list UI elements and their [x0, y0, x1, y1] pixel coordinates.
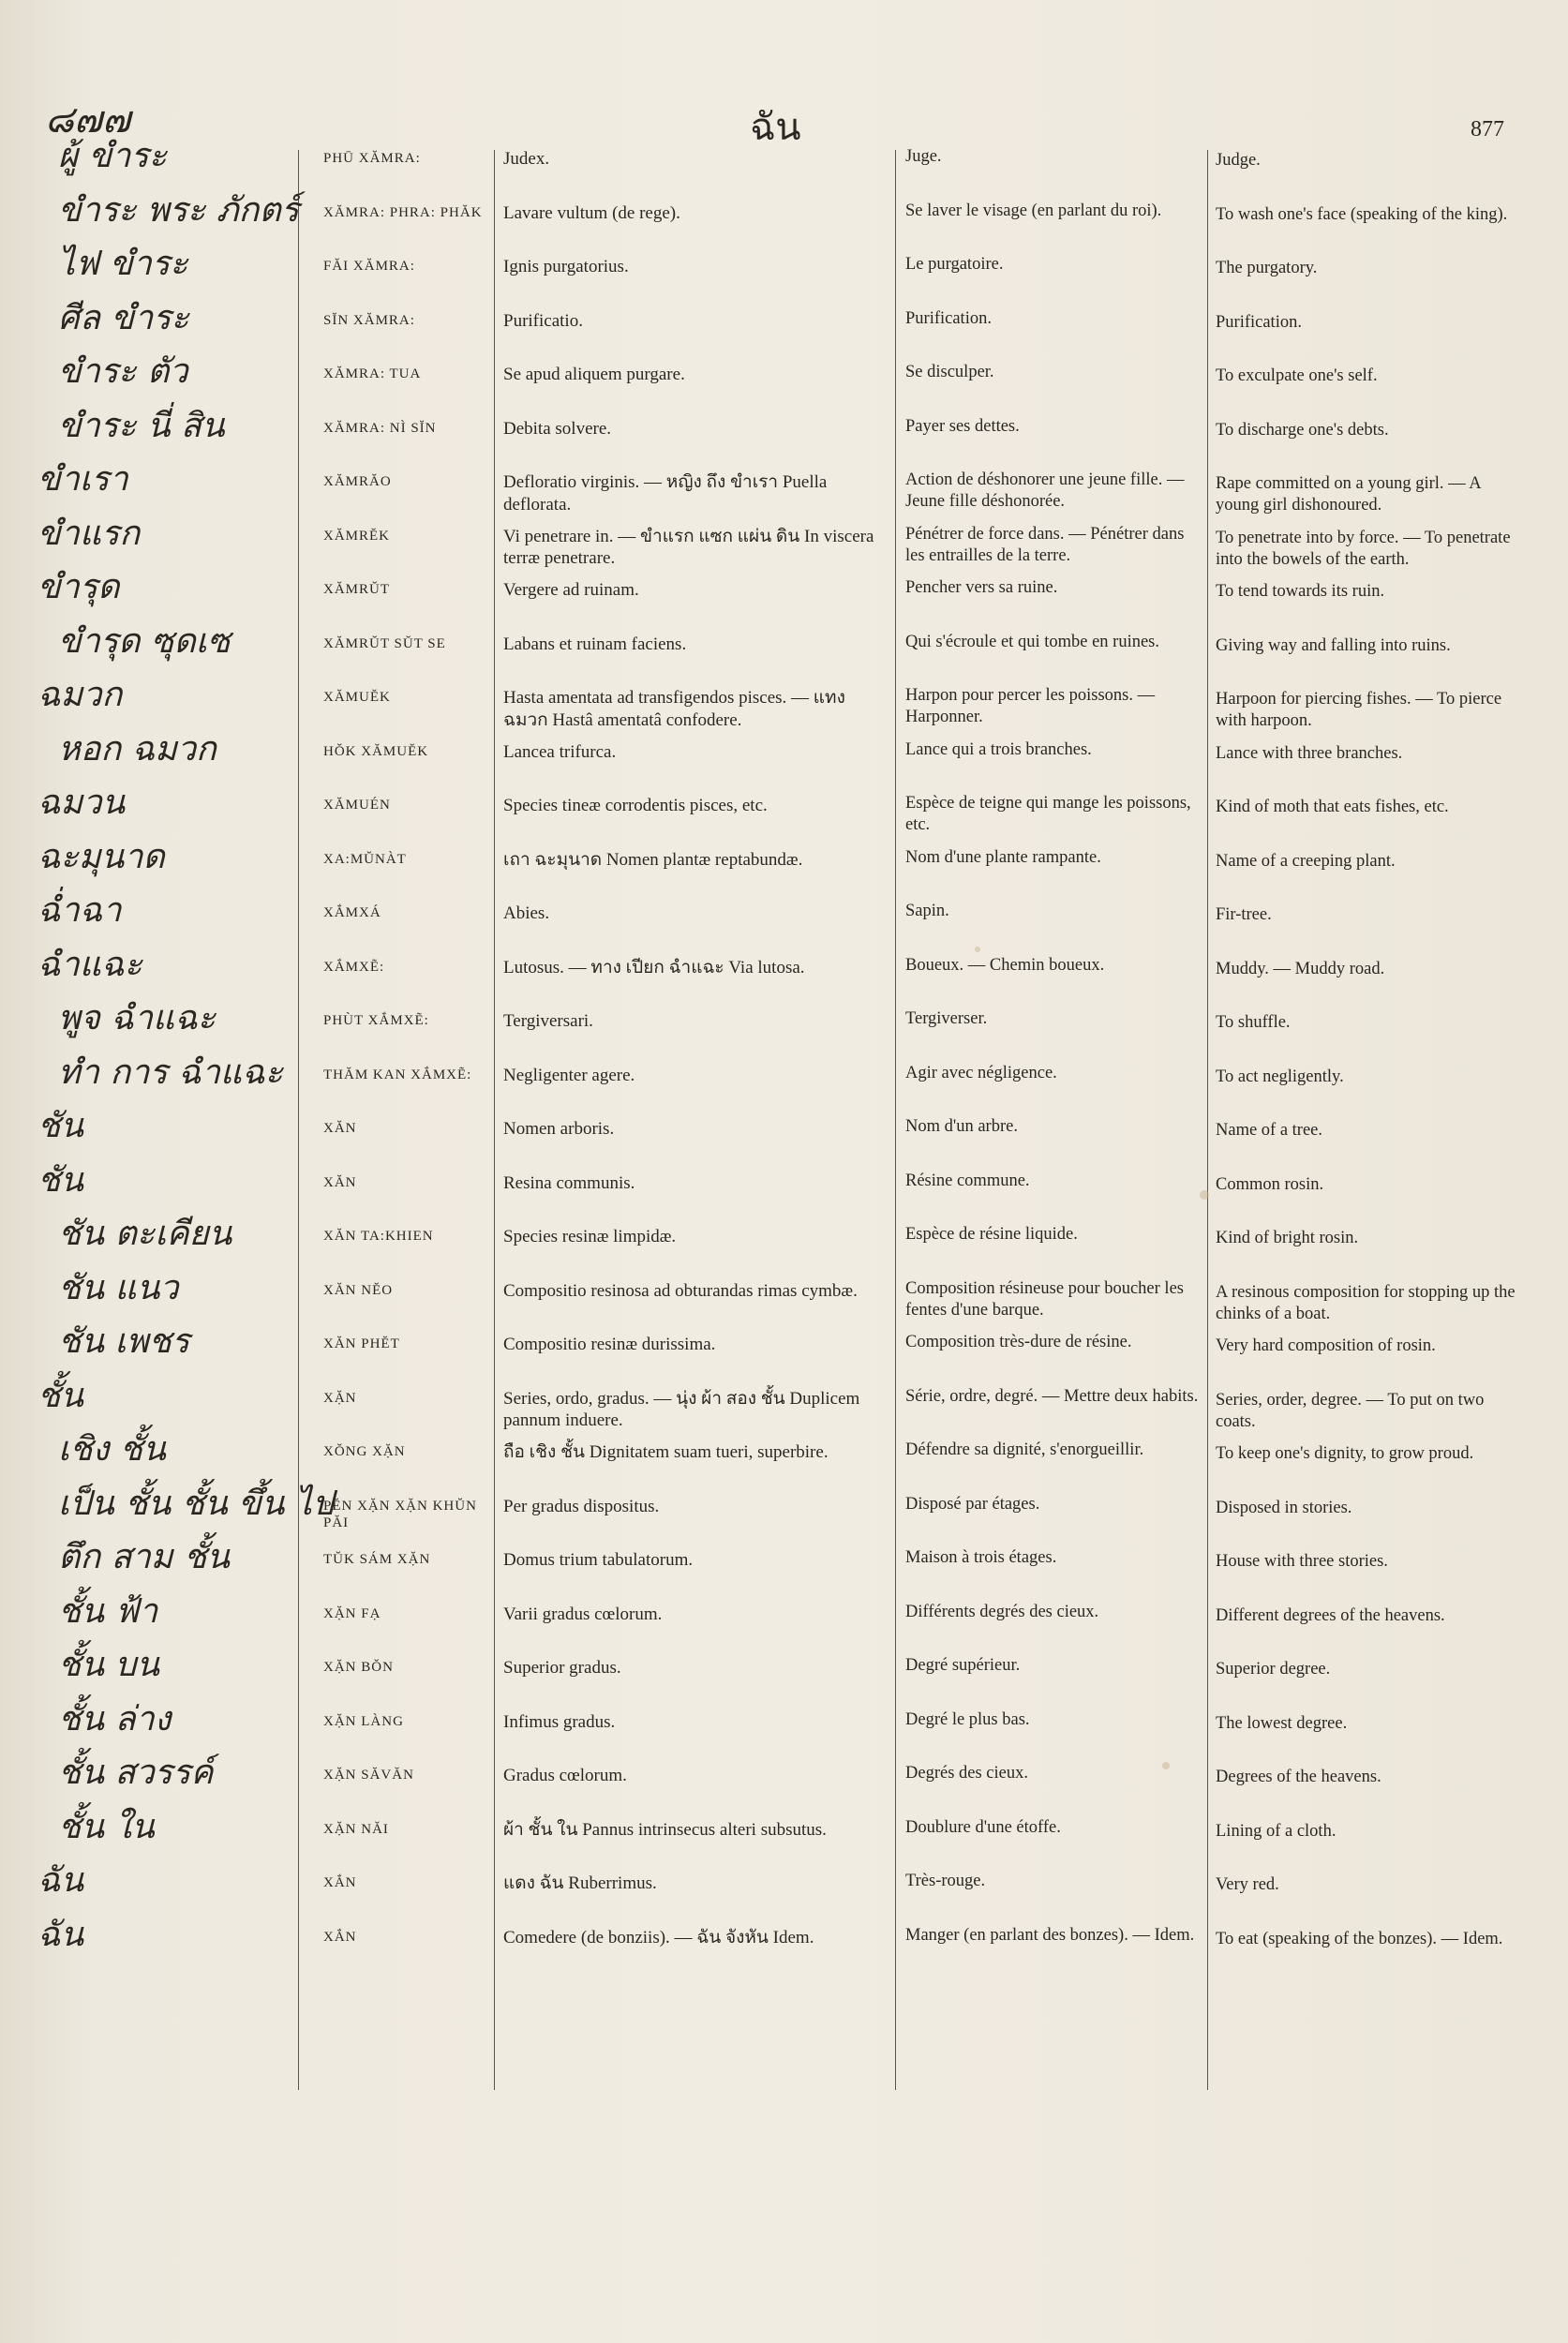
english-definition: Very hard composition of rosin. — [1216, 1336, 1436, 1355]
entry-row — [0, 621, 1568, 679]
english-definition: Muddy. — Muddy road. — [1216, 959, 1385, 978]
entry-row — [0, 1484, 1568, 1542]
latin-definition: Vergere ad ruinam. — [503, 580, 639, 600]
entry-row — [0, 460, 1568, 517]
thai-headword: หอก ฉมวก — [58, 729, 217, 769]
romanization: XĂMRA: TUA — [323, 366, 422, 381]
thai-headword: ชั้น บน — [58, 1646, 159, 1684]
french-definition: Défendre sa dignité, s'enorgueillir. — [905, 1440, 1144, 1459]
thai-headword: ขำแรก — [37, 514, 141, 553]
latin-definition: Purificatio. — [503, 310, 583, 331]
english-definition: To tend towards its ruin. — [1216, 582, 1385, 601]
thai-headword: ขำระ ตัว — [58, 352, 188, 391]
french-definition: Purification. — [905, 308, 992, 328]
thai-headword: ฉ่ำฉา — [37, 891, 122, 930]
french-definition: Le purgatoire. — [905, 255, 1004, 274]
latin-definition: Species resinæ limpidæ. — [503, 1227, 677, 1246]
romanization: HŎK XĂMUĔK — [323, 743, 429, 759]
french-definition: Série, ordre, degré. — Mettre deux habits. — [905, 1386, 1199, 1406]
thai-headword: ศีล ขำระ — [58, 298, 189, 337]
thai-headword: ชั้น — [37, 1376, 84, 1415]
romanization: XA:MŬNÀT — [323, 851, 407, 867]
latin-definition: Species tineæ corrodentis pisces, etc. — [503, 796, 768, 815]
latin-definition: Superior gradus. — [503, 1658, 621, 1678]
entry-row — [0, 514, 1568, 572]
french-definition: Très-rouge. — [905, 1872, 986, 1890]
latin-definition: Domus trium tabulatorum. — [503, 1550, 694, 1570]
entry-row — [0, 1107, 1568, 1164]
thai-headword: เป็น ชั้น ชั้น ขึ้น ไป — [58, 1484, 334, 1523]
french-definition: Qui s'écroule et qui tombe en ruines. — [905, 632, 1159, 651]
entry-row — [0, 945, 1568, 1003]
french-definition: Degré supérieur. — [905, 1656, 1021, 1675]
english-definition: Very red. — [1216, 1875, 1279, 1894]
english-definition: To wash one's face (speaking of the king). — [1216, 204, 1508, 224]
romanization: XĂMRŬT — [323, 582, 391, 597]
thai-headword: ชัน เพชร — [58, 1322, 190, 1361]
latin-definition: Compositio resinosa ad obturandas rimas cymbæ. — [503, 1280, 858, 1301]
romanization: XĂN — [323, 1174, 357, 1190]
entry-row — [0, 1160, 1568, 1218]
entry-row — [0, 298, 1568, 356]
romanization: TŬK SÁM XẶN — [323, 1552, 431, 1567]
romanization: FĂI XĂMRA: — [323, 259, 415, 274]
romanization: XĂN NĔO — [323, 1282, 394, 1298]
romanization: XĂN TA:KHIEN — [323, 1229, 434, 1244]
entry-row — [0, 1376, 1568, 1434]
romanization: XẶN FẠ — [323, 1605, 381, 1621]
english-definition: Fir-tree. — [1216, 905, 1272, 924]
thai-headword: เชิง ชั้น — [58, 1430, 166, 1469]
english-definition: Name of a creeping plant. — [1216, 851, 1396, 871]
latin-definition: Nomen arboris. — [503, 1119, 615, 1139]
english-definition: Harpoon for piercing fishes. — To pierce with harpoon. — [1216, 690, 1502, 731]
french-definition: Différents degrés des cieux. — [905, 1602, 1099, 1621]
french-definition: Harpon pour percer les poissons. — Harponner. — [905, 686, 1156, 727]
english-definition: Common rosin. — [1216, 1174, 1324, 1194]
french-definition: Résine commune. — [905, 1171, 1030, 1190]
french-definition: Nom d'une plante rampante. — [905, 847, 1101, 867]
thai-headword: ขำรุด — [37, 568, 120, 606]
entry-row — [0, 1268, 1568, 1326]
latin-definition: Ignis purgatorius. — [503, 257, 629, 276]
entry-row — [0, 1807, 1568, 1865]
entry-row — [0, 1699, 1568, 1757]
latin-definition: Defloratio virginis. — หญิง ถึง ขำเรา Puella deflorata. — [503, 472, 828, 515]
page-number: 877 — [1471, 117, 1504, 142]
french-definition: Agir avec négligence. — [905, 1063, 1057, 1082]
french-definition: Nom d'un arbre. — [905, 1117, 1018, 1136]
english-definition: To keep one's dignity, to grow proud. — [1216, 1444, 1474, 1463]
thai-headword: ชัน ตะเคียน — [58, 1215, 232, 1253]
romanization: XẶN — [323, 1390, 357, 1406]
entry-row — [0, 729, 1568, 787]
romanization: XŎNG XẶN — [323, 1444, 406, 1459]
english-definition: To shuffle. — [1216, 1013, 1291, 1032]
english-definition: To act negligently. — [1216, 1067, 1344, 1086]
entry-row — [0, 245, 1568, 302]
english-definition: Rape committed on a young girl. — A young girl dishonoured. — [1216, 474, 1481, 515]
french-definition: Maison à trois étages. — [905, 1548, 1057, 1567]
english-definition: A resinous composition for stopping up the chinks of a boat. — [1216, 1282, 1516, 1323]
entry-row — [0, 352, 1568, 410]
entry-row — [0, 1215, 1568, 1272]
entry-row — [0, 406, 1568, 464]
latin-definition: Compositio resinæ durissima. — [503, 1335, 716, 1354]
thai-headword: ขำเรา — [37, 460, 128, 499]
english-definition: Superior degree. — [1216, 1660, 1331, 1679]
english-definition: Disposed in stories. — [1216, 1498, 1352, 1517]
romanization: XẮMXÁ — [323, 905, 381, 920]
english-definition: To penetrate into by force. — To penetrate into the bowels of the earth. — [1216, 528, 1511, 569]
romanization: SĬN XĂMRA: — [323, 312, 415, 328]
latin-definition: Gradus cœlorum. — [503, 1766, 627, 1785]
english-definition: Lining of a cloth. — [1216, 1821, 1337, 1841]
french-definition: Se laver le visage (en parlant du roi). — [905, 201, 1162, 220]
latin-definition: Vi penetrare in. — ขำแรก แซก แผ่น ดิน In viscera terræ penetrare. — [503, 526, 874, 569]
thai-headword: ชัน — [37, 1107, 84, 1145]
paper-stain — [975, 947, 980, 952]
romanization: XẮN — [323, 1929, 357, 1945]
french-definition: Degrés des cieux. — [905, 1764, 1028, 1783]
english-definition: To eat (speaking of the bonzes). — Idem. — [1216, 1929, 1503, 1948]
entry-row — [0, 1754, 1568, 1811]
romanization: XĂMRA: NÌ SĬN — [323, 420, 437, 436]
entry-row — [0, 137, 1568, 194]
latin-definition: ผ้า ชั้น ใน Pannus intrinsecus alteri subsutus. — [503, 1819, 827, 1840]
latin-definition: Per gradus dispositus. — [503, 1496, 660, 1516]
french-definition: Juge. — [905, 147, 942, 166]
english-definition: The purgatory. — [1216, 259, 1318, 277]
entry-row — [0, 1646, 1568, 1703]
entry-row — [0, 568, 1568, 625]
romanization: XĂMUÉN — [323, 798, 391, 813]
latin-definition: Comedere (de bonziis). — ฉัน จังหัน Idem. — [503, 1927, 814, 1948]
romanization: XẶN BŎN — [323, 1660, 394, 1675]
latin-definition: แดง ฉัน Ruberrimus. — [503, 1873, 657, 1893]
romanization: XĂMUĔK — [323, 690, 391, 705]
english-definition: The lowest degree. — [1216, 1713, 1348, 1733]
english-definition: Name of a tree. — [1216, 1121, 1323, 1140]
thai-headword: ตึก สาม ชั้น — [58, 1538, 231, 1576]
french-definition: Composition très-dure de résine. — [905, 1333, 1132, 1351]
entry-row — [0, 783, 1568, 841]
french-definition: Pénétrer de force dans. — Pénétrer dans les entrailles de la terre. — [905, 524, 1185, 565]
entry-row — [0, 1915, 1568, 1973]
romanization: XĂMRĂO — [323, 474, 392, 489]
french-definition: Action de déshonorer une jeune fille. — Jeune fille déshonorée. — [905, 470, 1185, 512]
thai-folio-number: ๘๗๗ — [45, 98, 131, 142]
thai-headword: ชัน — [37, 1160, 84, 1200]
latin-definition: Abies. — [503, 903, 550, 923]
latin-definition: Tergiversari. — [503, 1011, 593, 1031]
french-definition: Doublure d'une étoffe. — [905, 1817, 1061, 1837]
entry-row — [0, 1538, 1568, 1595]
french-definition: Pencher vers sa ruine. — [905, 578, 1058, 597]
romanization: XĂMRA: PHRA: PHĂK — [323, 204, 483, 220]
romanization: XẶN LÀNG — [323, 1713, 404, 1729]
french-definition: Composition résineuse pour boucher les fentes d'une barque. — [905, 1278, 1184, 1320]
thai-headword: ไฟ ขำระ — [58, 245, 188, 283]
entry-row — [0, 837, 1568, 895]
french-definition: Espèce de teigne qui mange les poissons, etc. — [905, 794, 1191, 835]
english-definition: To exculpate one's self. — [1216, 366, 1378, 385]
romanization: XĂN — [323, 1121, 357, 1136]
english-definition: Judge. — [1216, 151, 1261, 170]
latin-definition: Varii gradus cœlorum. — [503, 1604, 663, 1624]
entry-row — [0, 1430, 1568, 1487]
thai-headword: ฉมวก — [37, 676, 123, 714]
english-definition: Degrees of the heavens. — [1216, 1768, 1381, 1786]
thai-headword: ชั้น ล่าง — [58, 1699, 172, 1739]
french-definition: Espèce de résine liquide. — [905, 1225, 1078, 1244]
thai-headword: พูจ ฉำแฉะ — [58, 999, 217, 1037]
paper-stain — [1162, 1762, 1170, 1769]
english-definition: To discharge one's debts. — [1216, 420, 1389, 440]
english-definition: Kind of moth that eats fishes, etc. — [1216, 798, 1449, 816]
latin-definition: Se apud aliquem purgare. — [503, 365, 685, 384]
entry-row — [0, 676, 1568, 733]
entry-row — [0, 1861, 1568, 1918]
french-definition: Degré le plus bas. — [905, 1709, 1030, 1729]
running-head: ฉัน — [750, 106, 801, 149]
entry-row — [0, 891, 1568, 948]
latin-definition: Resina communis. — [503, 1172, 635, 1193]
romanization: XĂMRĔK — [323, 528, 391, 544]
entry-row — [0, 1591, 1568, 1649]
latin-definition: Judex. — [503, 149, 550, 169]
english-definition: Series, order, degree. — To put on two coats. — [1216, 1390, 1485, 1431]
romanization: XẮN — [323, 1875, 357, 1890]
french-definition: Boueux. — Chemin boueux. — [905, 955, 1105, 975]
romanization: PHÙT XẮMXẼ: — [323, 1013, 429, 1028]
entry-row — [0, 999, 1568, 1056]
romanization: XĂMRŬT SŬT SE — [323, 635, 446, 651]
latin-definition: Lutosus. — ทาง เปียก ฉำแฉะ Via lutosa. — [503, 957, 805, 977]
romanization: PHŪ XĂMRA: — [323, 151, 421, 166]
entry-row — [0, 1322, 1568, 1380]
latin-definition: Negligenter agere. — [503, 1065, 635, 1085]
french-definition: Manger (en parlant des bonzes). — Idem. — [905, 1925, 1195, 1945]
english-definition: Kind of bright rosin. — [1216, 1229, 1359, 1247]
latin-definition: Lancea trifurca. — [503, 741, 617, 762]
romanization: THĂM KAN XẮMXẼ: — [323, 1067, 472, 1082]
latin-definition: Debita solvere. — [503, 418, 612, 439]
romanization: XẶN NĂI — [323, 1821, 389, 1837]
thai-headword: ชัน แนว — [58, 1268, 179, 1307]
french-definition: Disposé par étages. — [905, 1494, 1040, 1514]
latin-definition: Labans et ruinam faciens. — [503, 634, 687, 654]
thai-headword: ชั้น ฟ้า — [58, 1591, 158, 1631]
latin-definition: เถา ฉะมุนาด Nomen plantæ reptabundæ. — [503, 849, 803, 870]
romanization: PĔN XẶN XẶN KHŬN PĂI — [323, 1498, 477, 1531]
english-definition: Different degrees of the heavens. — [1216, 1605, 1445, 1625]
thai-headword: ฉัน — [37, 1861, 84, 1900]
romanization: XẶN SĂVĂN — [323, 1768, 414, 1783]
entry-row — [0, 1052, 1568, 1111]
french-definition: Payer ses dettes. — [905, 416, 1020, 436]
french-definition: Sapin. — [905, 902, 949, 920]
french-definition: Lance qui a trois branches. — [905, 739, 1092, 759]
latin-definition: Hasta amentata ad transfigendos pisces. — แทง ฉมวก Hastâ amentatâ confodere. — [503, 688, 845, 730]
thai-headword: ฉำแฉะ — [37, 945, 142, 984]
french-definition: Tergiverser. — [905, 1009, 988, 1028]
latin-definition: Lavare vultum (de rege). — [503, 202, 680, 223]
paper-stain — [1200, 1190, 1209, 1200]
french-definition: Se disculper. — [905, 363, 994, 381]
thai-headword: ทำ การ ฉำแฉะ — [58, 1052, 283, 1092]
thai-headword: ผู้ ขำระ — [58, 137, 168, 175]
thai-headword: ขำระ นี่ สิน — [58, 406, 225, 445]
thai-headword: ฉมวน — [37, 783, 126, 822]
thai-headword: ชั้น ใน — [58, 1807, 155, 1846]
thai-headword: ขำรุด ซุดเซ — [58, 621, 231, 661]
english-definition: Purification. — [1216, 312, 1302, 332]
thai-headword: ฉัน — [37, 1915, 84, 1954]
english-definition: Giving way and falling into ruins. — [1216, 635, 1451, 655]
thai-headword: ชั้น สวรรค์ — [58, 1754, 214, 1792]
thai-headword: ขำระ พระ ภักตร์ — [58, 190, 300, 230]
english-definition: Lance with three branches. — [1216, 743, 1403, 763]
latin-definition: Infimus gradus. — [503, 1711, 616, 1732]
latin-definition: Series, ordo, gradus. — นุ่ง ผ้า สอง ชั้น Duplicem pannum induere. — [503, 1388, 860, 1431]
entry-row — [0, 190, 1568, 248]
romanization: XĂN PHĔT — [323, 1336, 400, 1351]
thai-headword: ฉะมุนาด — [37, 837, 165, 876]
romanization: XẮMXẼ: — [323, 959, 385, 975]
latin-definition: ถือ เชิง ชั้น Dignitatem suam tueri, superbire. — [503, 1442, 829, 1462]
english-definition: House with three stories. — [1216, 1552, 1388, 1571]
